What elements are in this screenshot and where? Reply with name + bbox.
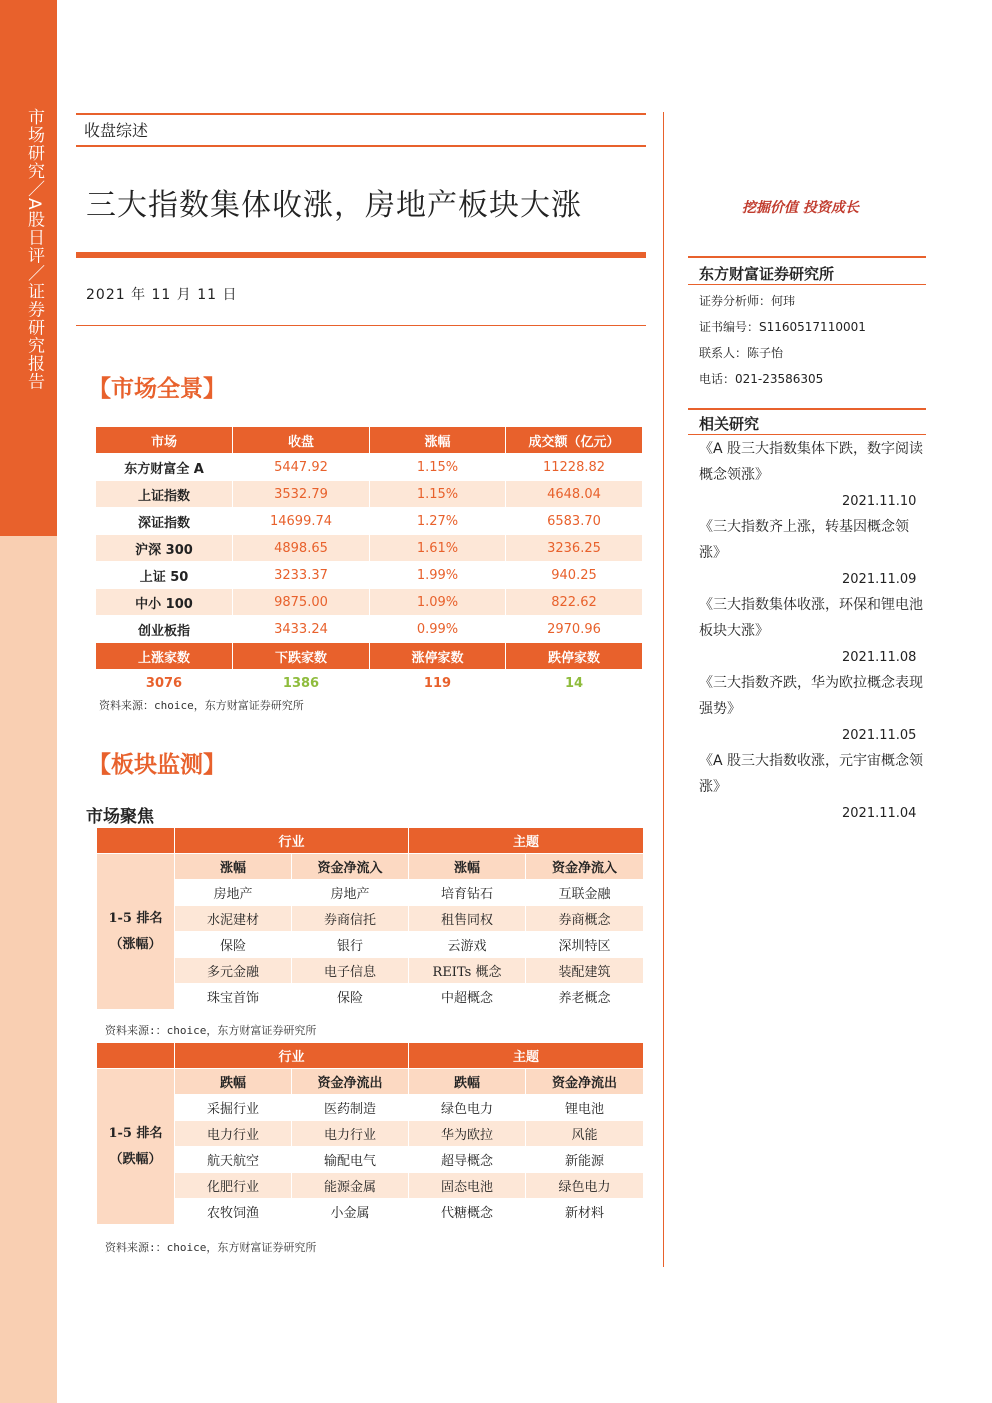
table-cell: 保险 <box>292 984 409 1010</box>
related-date: 2021.11.09 <box>842 572 917 587</box>
table-cell: 绿色电力 <box>409 1095 526 1121</box>
table-cell: 多元金融 <box>175 958 292 984</box>
breadth-header-row <box>96 643 643 670</box>
firm-rule-bottom <box>688 284 926 285</box>
header-blank <box>97 828 175 854</box>
slogan: 挖掘价值 投资成长 <box>742 200 859 216</box>
table-cell: 医药制造 <box>292 1095 409 1121</box>
table-cell: 化肥行业 <box>175 1173 292 1199</box>
table-row <box>96 454 643 481</box>
table-row <box>96 535 643 562</box>
table-cell: 培育钻石 <box>409 880 526 906</box>
related-link[interactable]: 《A 股三大指数收涨，元宇宙概念领涨》 <box>699 753 924 795</box>
table-cell: 房地产 <box>175 880 292 906</box>
related-title: 相关研究 <box>699 415 760 433</box>
rank-label <box>97 854 175 1010</box>
rank-label-line: 1-5 排名 <box>108 910 163 926</box>
table-cell: 代糖概念 <box>409 1199 526 1225</box>
table-cell: 锂电池 <box>526 1095 644 1121</box>
table-cell: 银行 <box>292 932 409 958</box>
index-name: 深证指数 <box>96 508 233 535</box>
analyst: 证券分析师：何玮 <box>699 294 796 308</box>
table-cell: 输配电气 <box>292 1147 409 1173</box>
limit-up-count: 119 <box>370 670 506 697</box>
table-cell: 电子信息 <box>292 958 409 984</box>
index-name: 中小 100 <box>96 589 233 616</box>
related-link[interactable]: 《三大指数齐上涨，转基因概念领涨》 <box>699 519 909 561</box>
table-cell: 互联金融 <box>526 880 644 906</box>
turnover-value: 6583.70 <box>506 508 643 535</box>
limit-down-count: 14 <box>506 670 643 697</box>
table-cell: 超导概念 <box>409 1147 526 1173</box>
close-value: 14699.74 <box>233 508 370 535</box>
table-cell: 装配建筑 <box>526 958 644 984</box>
table-cell: 小金属 <box>292 1199 409 1225</box>
change-value: 1.15% <box>370 454 506 481</box>
table-cell: 深圳特区 <box>526 932 644 958</box>
table-cell: 新能源 <box>526 1147 644 1173</box>
change-value: 0.99% <box>370 616 506 643</box>
turnover-value: 2970.96 <box>506 616 643 643</box>
group-header-industry: 行业 <box>175 828 409 854</box>
fall-source: 资料来源:：choice，东方财富证券研究所 <box>105 1241 317 1254</box>
table-cell: 水泥建材 <box>175 906 292 932</box>
market-table <box>95 426 643 697</box>
table-cell: 保险 <box>175 932 292 958</box>
category-rule <box>76 145 646 147</box>
table-cell: 券商信托 <box>292 906 409 932</box>
group-header-theme: 主题 <box>409 1043 644 1069</box>
table-cell: 云游戏 <box>409 932 526 958</box>
page-title: 三大指数集体收涨，房地产板块大涨 <box>86 188 582 223</box>
table-cell: 华为欧拉 <box>409 1121 526 1147</box>
table-row <box>96 616 643 643</box>
column-header: 市场 <box>96 427 233 454</box>
rank-label-line: （跌幅） <box>109 1151 162 1167</box>
column-header: 涨幅 <box>175 854 292 880</box>
sector-section-title: 【板块监测】 <box>88 751 226 778</box>
close-value: 3433.24 <box>233 616 370 643</box>
column-header-row <box>97 854 644 880</box>
rise-source: 资料来源:：choice，东方财富证券研究所 <box>105 1024 317 1037</box>
related-link[interactable]: 《A 股三大指数集体下跌，数字阅读概念领涨》 <box>699 441 924 483</box>
market-source: 资料来源：choice，东方财富证券研究所 <box>99 699 304 712</box>
index-name: 上证 50 <box>96 562 233 589</box>
table-row <box>97 1173 644 1199</box>
change-value: 1.27% <box>370 508 506 535</box>
column-header: 资金净流出 <box>526 1069 644 1095</box>
report-category: 收盘综述 <box>84 121 149 140</box>
column-header: 收盘 <box>233 427 370 454</box>
table-row <box>96 589 643 616</box>
rank-label-line: 1-5 排名 <box>108 1125 163 1141</box>
related-date: 2021.11.05 <box>842 728 917 743</box>
table-header-row <box>96 427 643 454</box>
top-rule <box>76 113 646 115</box>
related-date: 2021.11.08 <box>842 650 917 665</box>
table-row <box>96 481 643 508</box>
column-header: 上涨家数 <box>96 643 233 670</box>
turnover-value: 4648.04 <box>506 481 643 508</box>
group-header-industry: 行业 <box>175 1043 409 1069</box>
table-cell: 电力行业 <box>292 1121 409 1147</box>
table-cell: 绿色电力 <box>526 1173 644 1199</box>
focus-title: 市场聚焦 <box>86 807 154 827</box>
close-value: 9875.00 <box>233 589 370 616</box>
table-row <box>97 1199 644 1225</box>
column-header: 资金净流入 <box>526 854 644 880</box>
title-rule <box>76 252 646 258</box>
rise-table <box>96 827 644 1010</box>
change-value: 1.99% <box>370 562 506 589</box>
turnover-value: 11228.82 <box>506 454 643 481</box>
table-cell: 房地产 <box>292 880 409 906</box>
table-cell: 珠宝首饰 <box>175 984 292 1010</box>
table-cell: 农牧饲渔 <box>175 1199 292 1225</box>
table-row <box>97 1095 644 1121</box>
table-cell: 能源金属 <box>292 1173 409 1199</box>
related-link[interactable]: 《三大指数集体收涨，环保和锂电池板块大涨》 <box>699 597 923 639</box>
rank-label <box>97 1069 175 1225</box>
related-rule-bottom <box>688 434 926 435</box>
column-header-row <box>97 1069 644 1095</box>
table-row <box>97 1121 644 1147</box>
table-row <box>97 880 644 906</box>
header-blank <box>97 1043 175 1069</box>
rank-label-line: （涨幅） <box>109 936 162 952</box>
phone: 电话：021-23586305 <box>699 372 824 386</box>
turnover-value: 3236.25 <box>506 535 643 562</box>
table-row <box>96 562 643 589</box>
column-header: 资金净流出 <box>292 1069 409 1095</box>
group-header-theme: 主题 <box>409 828 644 854</box>
group-header-row <box>97 828 644 854</box>
table-row <box>97 906 644 932</box>
column-header: 跌幅 <box>175 1069 292 1095</box>
turnover-value: 940.25 <box>506 562 643 589</box>
turnover-value: 822.62 <box>506 589 643 616</box>
close-value: 5447.92 <box>233 454 370 481</box>
table-row <box>97 1147 644 1173</box>
close-value: 3233.37 <box>233 562 370 589</box>
column-header: 涨幅 <box>409 854 526 880</box>
related-date: 2021.11.10 <box>842 494 917 509</box>
index-name: 沪深 300 <box>96 535 233 562</box>
column-divider <box>663 112 664 1267</box>
decliners-count: 1386 <box>233 670 370 697</box>
table-cell: 固态电池 <box>409 1173 526 1199</box>
group-header-row <box>97 1043 644 1069</box>
report-date: 2021 年 11 月 11 日 <box>86 287 238 303</box>
breadth-row <box>96 670 643 697</box>
table-row <box>97 984 644 1010</box>
date-rule <box>76 325 646 326</box>
column-header: 涨停家数 <box>370 643 506 670</box>
contact: 联系人：陈子怡 <box>699 346 784 360</box>
firm-name: 东方财富证券研究所 <box>699 265 835 283</box>
table-cell: 新材料 <box>526 1199 644 1225</box>
table-cell: 券商概念 <box>526 906 644 932</box>
table-cell: 航天航空 <box>175 1147 292 1173</box>
column-header: 涨幅 <box>370 427 506 454</box>
change-value: 1.15% <box>370 481 506 508</box>
related-date: 2021.11.04 <box>842 806 917 821</box>
column-header: 资金净流入 <box>292 854 409 880</box>
table-cell: 中超概念 <box>409 984 526 1010</box>
index-name: 创业板指 <box>96 616 233 643</box>
table-row <box>96 508 643 535</box>
index-name: 东方财富全 A <box>96 454 233 481</box>
fall-table <box>96 1042 644 1225</box>
table-cell: 租售同权 <box>409 906 526 932</box>
table-cell: REITs 概念 <box>409 958 526 984</box>
cert-number: 证书编号：S1160517110001 <box>699 320 866 334</box>
column-header: 下跌家数 <box>233 643 370 670</box>
column-header: 跌停家数 <box>506 643 643 670</box>
change-value: 1.09% <box>370 589 506 616</box>
related-rule-top <box>688 408 926 410</box>
sidebar-light <box>0 536 57 1403</box>
close-value: 4898.65 <box>233 535 370 562</box>
change-value: 1.61% <box>370 535 506 562</box>
table-cell: 采掘行业 <box>175 1095 292 1121</box>
table-row <box>97 958 644 984</box>
close-value: 3532.79 <box>233 481 370 508</box>
table-cell: 养老概念 <box>526 984 644 1010</box>
index-name: 上证指数 <box>96 481 233 508</box>
sidebar-text: 市场研究／A股日评／证券研究报告 <box>24 108 44 391</box>
table-cell: 风能 <box>526 1121 644 1147</box>
table-cell: 电力行业 <box>175 1121 292 1147</box>
firm-rule-top <box>688 256 926 258</box>
advancers-count: 3076 <box>96 670 233 697</box>
related-link[interactable]: 《三大指数齐跌，华为欧拉概念表现强势》 <box>699 675 923 717</box>
column-header: 成交额（亿元） <box>506 427 643 454</box>
market-section-title: 【市场全景】 <box>88 375 226 402</box>
table-row <box>97 932 644 958</box>
column-header: 跌幅 <box>409 1069 526 1095</box>
